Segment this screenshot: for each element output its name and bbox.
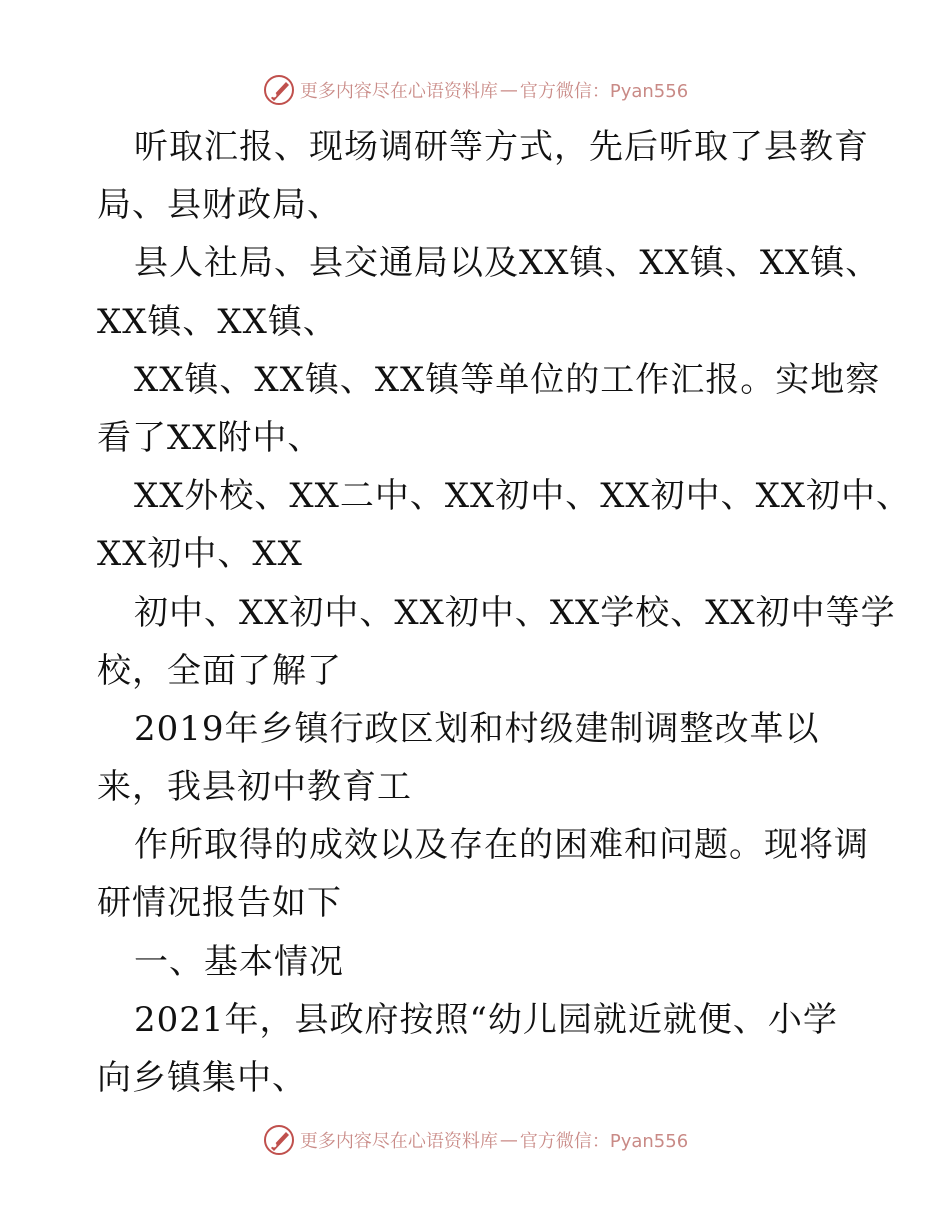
body-line: 2019年乡镇行政区划和村级建制调整改革以 (134, 708, 820, 749)
watermark-brand: 更多内容尽在心语资料库 (299, 81, 498, 102)
section-heading: 一、基本情况 (134, 941, 344, 982)
body-line: 局、县财政局、 (97, 185, 342, 226)
watermark-separator: — (499, 79, 518, 101)
pen-logo-icon (262, 73, 296, 107)
watermark-wechat: 官方微信：Pyan556 (519, 1131, 689, 1152)
document-body (97, 118, 912, 1107)
body-line: 听取汇报、现场调研等方式，先后听取了县教育 (134, 127, 869, 167)
header-watermark (0, 70, 950, 110)
body-line: 2021年，县政府按照“幼儿园就近就便、小学 (134, 999, 838, 1040)
watermark-wechat: 官方微信：Pyan556 (519, 81, 689, 102)
body-line: XX初中、XX (97, 534, 303, 575)
body-line: 向乡镇集中、 (97, 1058, 307, 1098)
watermark-separator: — (499, 1129, 518, 1151)
body-line: 县人社局、县交通局以及XX镇、XX镇、XX镇、 (134, 243, 881, 284)
pen-logo-icon (262, 1123, 296, 1157)
watermark-brand: 更多内容尽在心语资料库 (299, 1131, 498, 1152)
body-line: 来，我县初中教育工 (97, 767, 412, 808)
body-line: XX镇、XX镇、 (97, 301, 338, 342)
body-line: 校，全面了解了 (97, 650, 342, 691)
body-line: 研情况报告如下 (97, 883, 342, 924)
body-line: 看了XX附中、 (97, 417, 323, 458)
body-line: XX镇、XX镇、XX镇等单位的工作汇报。实地察 (134, 359, 881, 400)
body-line: 作所取得的成效以及存在的困难和问题。现将调 (134, 825, 869, 866)
body-line: XX外校、XX二中、XX初中、XX初中、XX初中、 (134, 476, 912, 517)
footer-watermark (0, 1120, 950, 1160)
body-line: 初中、XX初中、XX初中、XX学校、XX初中等学 (134, 592, 896, 633)
